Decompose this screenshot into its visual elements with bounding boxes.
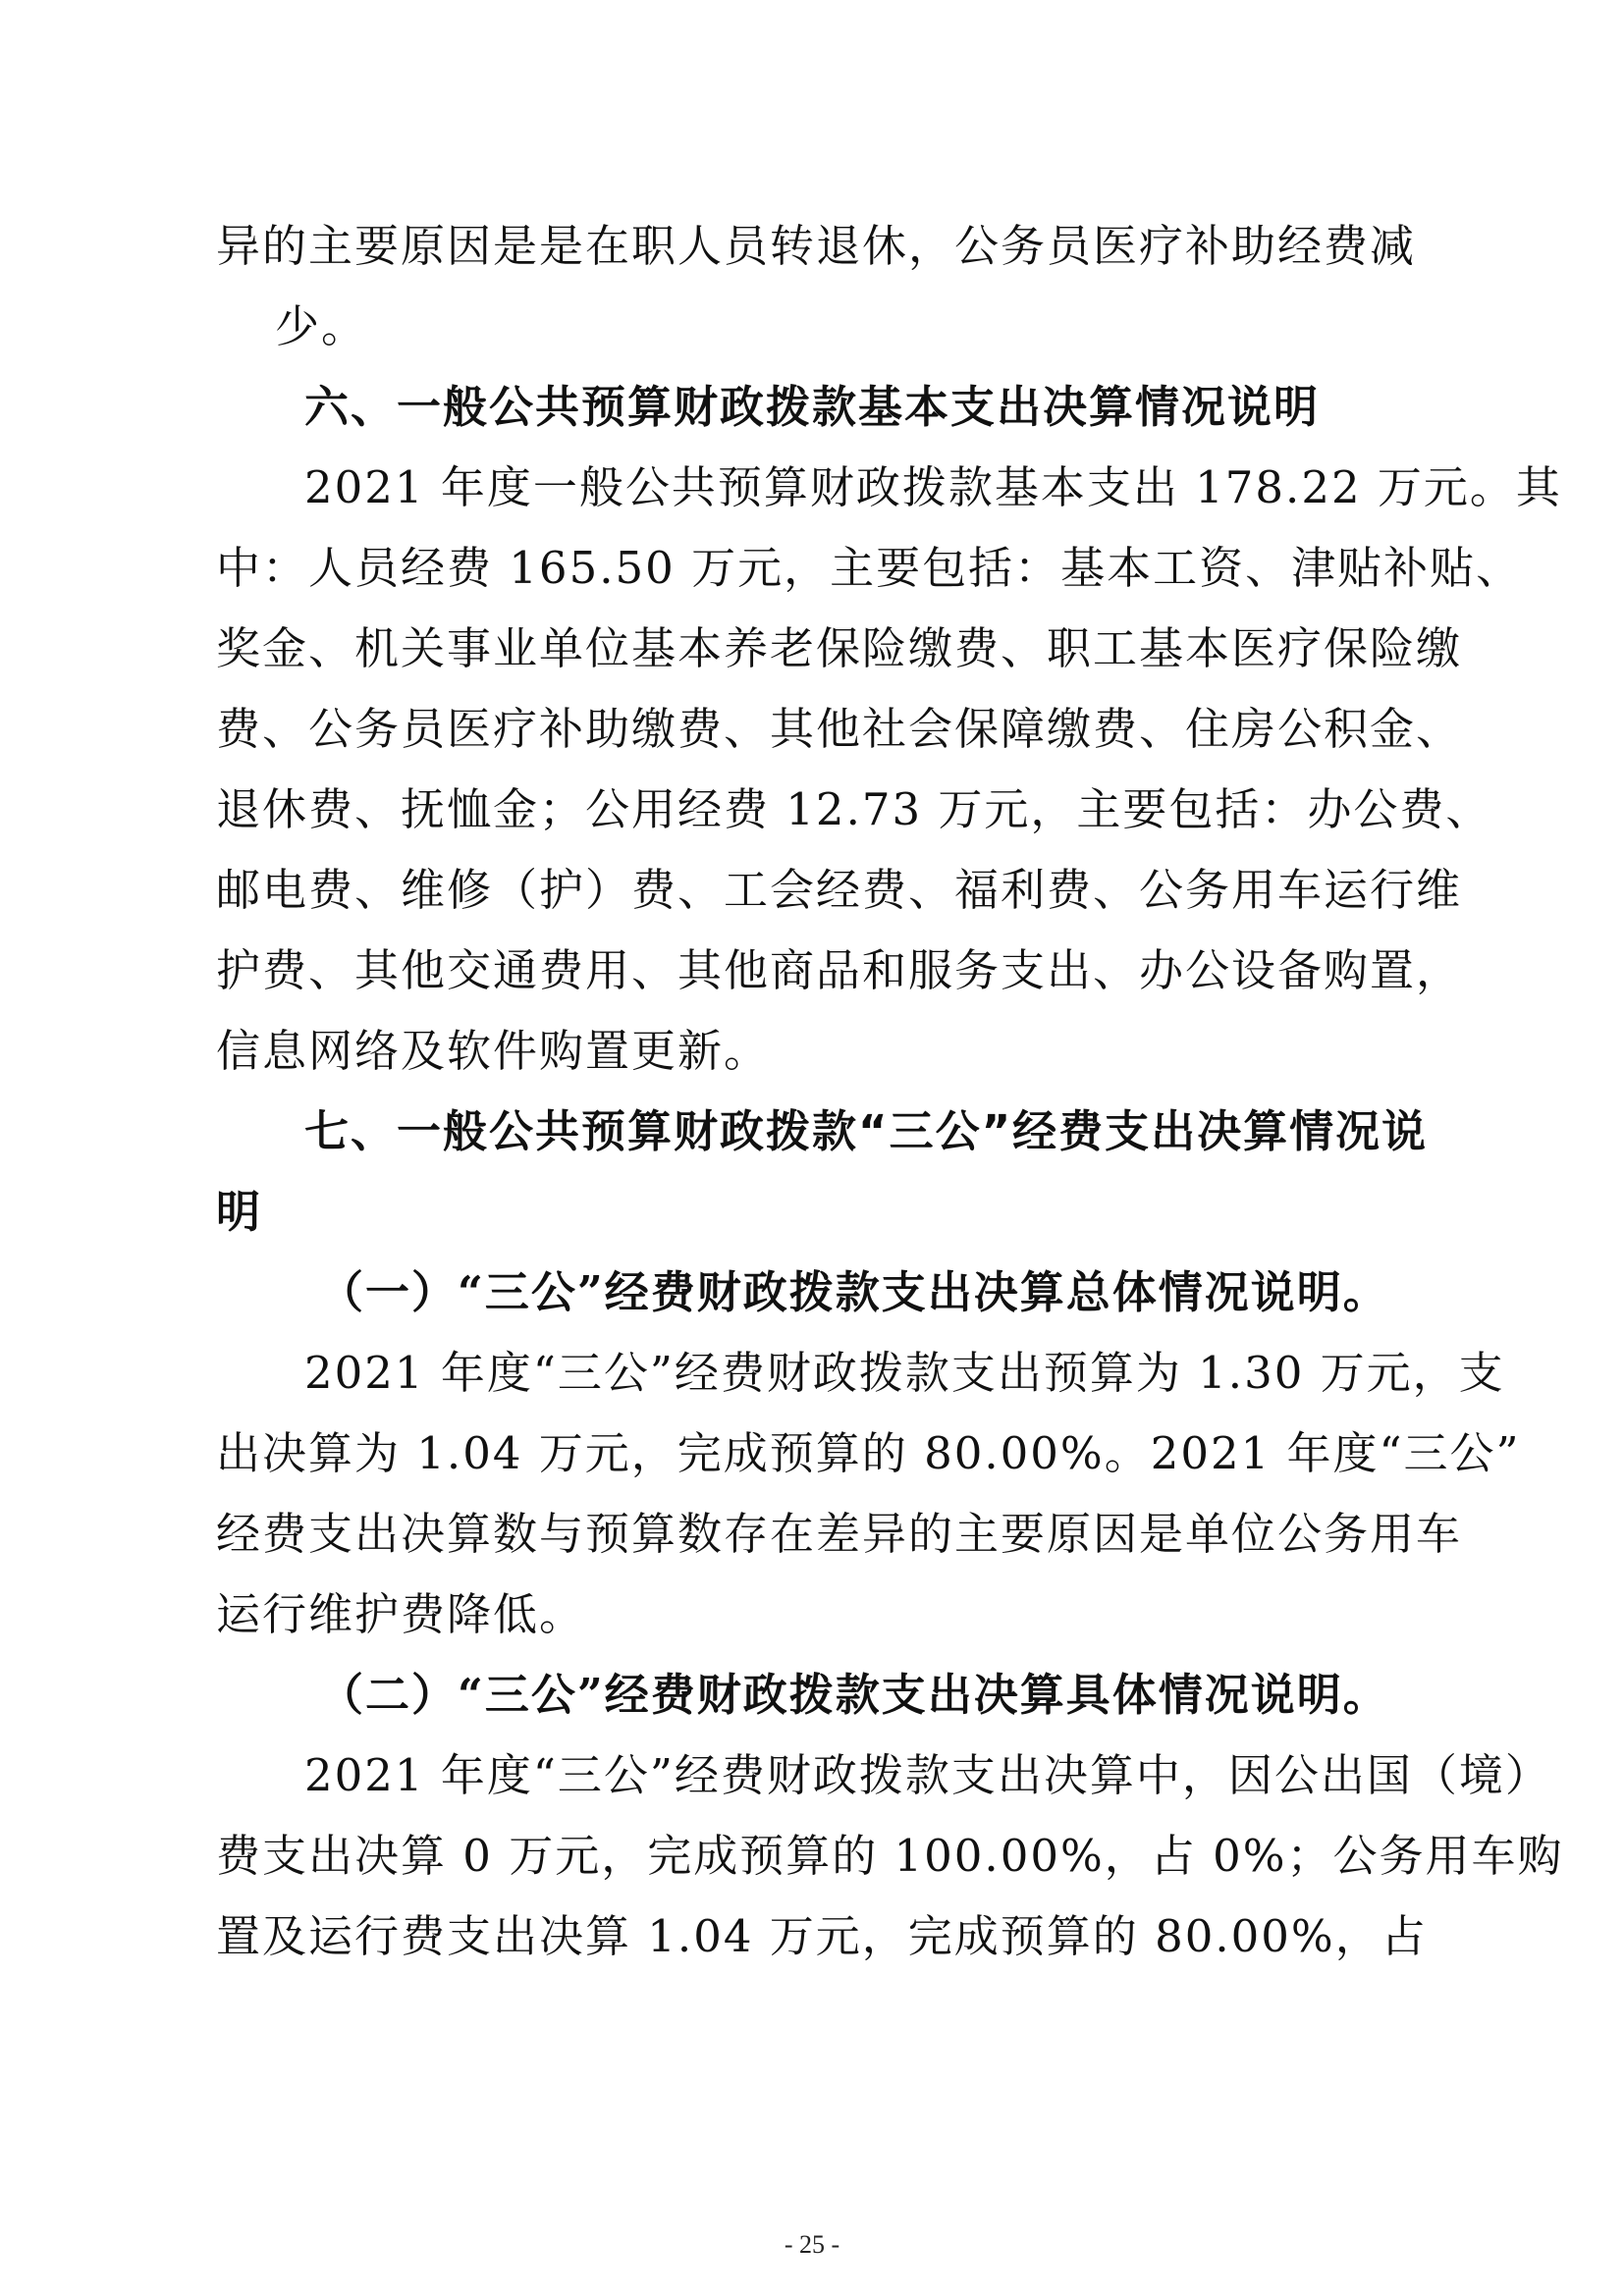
page-number: - 25 - <box>784 2230 840 2259</box>
paragraph-line: 2021 年度“三公”经费财政拨款支出预算为 1.30 万元，支 <box>304 1347 1505 1399</box>
paragraph-line: 中：人员经费 165.50 万元，主要包括：基本工资、津贴补贴、 <box>216 542 1523 594</box>
paragraph-line: 费支出决算 0 万元，完成预算的 100.00%，占 0%；公务用车购 <box>216 1830 1564 1882</box>
paragraph-line: 退休费、抚恤金；公用经费 12.73 万元，主要包括：办公费、 <box>216 783 1492 835</box>
paragraph-line: 运行维护费降低。 <box>216 1588 586 1640</box>
paragraph-line: 2021 年度“三公”经费财政拨款支出决算中，因公出国（境） <box>304 1749 1551 1801</box>
paragraph-line: 经费支出决算数与预算数存在差异的主要原因是单位公务用车 <box>216 1508 1463 1560</box>
paragraph-line: 少。 <box>275 300 368 352</box>
paragraph-line: 2021 年度一般公共预算财政拨款基本支出 178.22 万元。其 <box>304 461 1562 513</box>
paragraph-line: 异的主要原因是是在职人员转退休，公务员医疗补助经费减 <box>216 220 1417 272</box>
paragraph-line: 置及运行费支出决算 1.04 万元，完成预算的 80.00%，占 <box>216 1910 1428 1962</box>
paragraph-line: 奖金、机关事业单位基本养老保险缴费、职工基本医疗保险缴 <box>216 622 1463 674</box>
subsection-heading: （一）“三公”经费财政拨款支出决算总体情况说明。 <box>319 1266 1389 1318</box>
paragraph-line: 邮电费、维修（护）费、工会经费、福利费、公务用车运行维 <box>216 864 1463 916</box>
subsection-heading: （二）“三公”经费财政拨款支出决算具体情况说明。 <box>319 1669 1389 1721</box>
document-body <box>216 206 1564 1977</box>
section-heading: 七、一般公共预算财政拨款“三公”经费支出决算情况说 <box>304 1105 1429 1157</box>
paragraph-line: 信息网络及软件购置更新。 <box>216 1025 771 1077</box>
paragraph-line: 费、公务员医疗补助缴费、其他社会保障缴费、住房公积金、 <box>216 703 1463 755</box>
paragraph-line: 出决算为 1.04 万元，完成预算的 80.00%。2021 年度“三公” <box>216 1427 1521 1479</box>
section-heading-continued: 明 <box>216 1186 263 1238</box>
paragraph-line: 护费、其他交通费用、其他商品和服务支出、办公设备购置， <box>216 944 1463 996</box>
section-heading: 六、一般公共预算财政拨款基本支出决算情况说明 <box>304 381 1321 433</box>
